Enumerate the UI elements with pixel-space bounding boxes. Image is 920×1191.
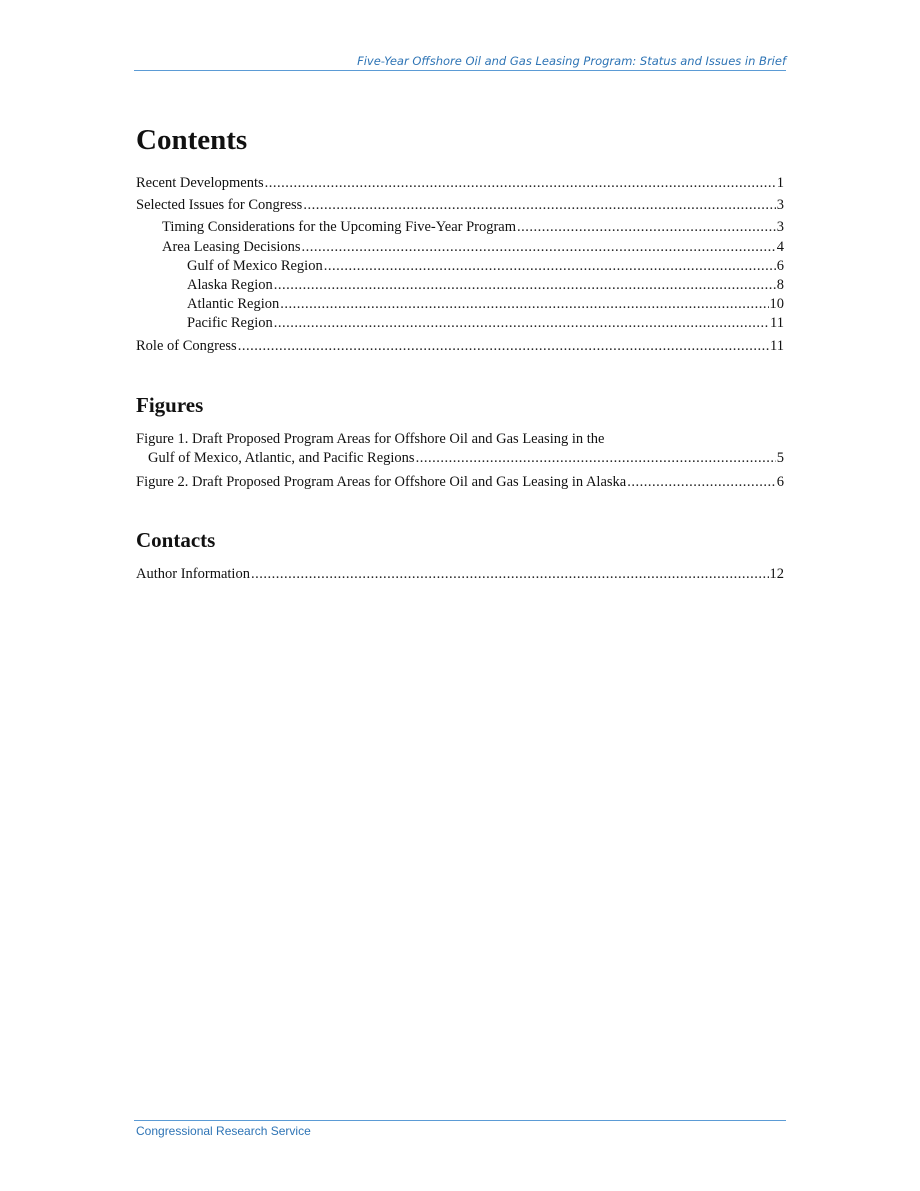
- toc-entry[interactable]: [136, 566, 784, 588]
- contents-heading: Contents: [136, 124, 248, 156]
- page-footer: [134, 1120, 786, 1138]
- toc-entry-label: Figure 2. Draft Proposed Program Areas for Offshore Oil and Gas Leasing in Alaska: [136, 474, 627, 490]
- toc-entry-page: 10: [769, 296, 784, 312]
- dot-leader: [251, 566, 769, 583]
- toc-entry[interactable]: [136, 175, 784, 197]
- page-header: [134, 54, 786, 71]
- contacts-toc: [136, 566, 784, 588]
- figures-heading: Figures: [136, 393, 204, 417]
- toc-entry-label: Figure 1. Draft Proposed Program Areas for Offshore Oil and Gas Leasing in the: [136, 431, 605, 447]
- toc-entry[interactable]: [136, 258, 784, 277]
- toc-entry-label: Alaska Region: [187, 277, 273, 293]
- toc-entry-page: 8: [776, 277, 784, 293]
- toc-entry[interactable]: [136, 239, 784, 258]
- toc-entry-label: Timing Considerations for the Upcoming Five-Year Program: [162, 219, 517, 235]
- toc-entry[interactable]: [136, 431, 784, 474]
- toc-entry[interactable]: [136, 315, 784, 338]
- toc-entry-label: Gulf of Mexico Region: [187, 258, 323, 274]
- toc-entry-label: Recent Developments: [136, 175, 264, 191]
- toc-entry[interactable]: [136, 197, 784, 219]
- dot-leader: [280, 296, 768, 313]
- header-title: Five-Year Offshore Oil and Gas Leasing Program: Status and Issues in Brief: [357, 54, 786, 68]
- dot-leader: [303, 197, 775, 214]
- dot-leader: [238, 338, 769, 355]
- toc-entry-page: 1: [776, 175, 784, 191]
- footer-text: Congressional Research Service: [136, 1124, 311, 1138]
- dot-leader: [274, 315, 769, 332]
- toc-entry-page: 6: [776, 258, 784, 274]
- toc-entry[interactable]: [136, 296, 784, 315]
- dot-leader: [416, 450, 776, 467]
- dot-leader: [324, 258, 776, 275]
- dot-leader: [265, 175, 776, 192]
- toc-entry[interactable]: [136, 338, 784, 360]
- contacts-heading: Contacts: [136, 528, 216, 552]
- toc-entry-label: Gulf of Mexico, Atlantic, and Pacific Regions: [148, 450, 415, 466]
- toc-entry-page: 11: [770, 315, 784, 331]
- toc-entry-label: Area Leasing Decisions: [162, 239, 301, 255]
- toc-entry-page: 3: [776, 219, 784, 235]
- toc-entry[interactable]: [136, 219, 784, 239]
- toc-entry-page: 6: [776, 474, 784, 490]
- toc-entry-label: Author Information: [136, 566, 250, 582]
- dot-leader: [302, 239, 776, 256]
- toc-entry[interactable]: [136, 474, 784, 496]
- toc-entry-page: 11: [770, 338, 784, 354]
- toc-entry-page: 4: [776, 239, 784, 255]
- toc-entry[interactable]: [136, 277, 784, 296]
- toc-entry-page: 12: [769, 566, 784, 582]
- toc-entry-page: 3: [776, 197, 784, 213]
- toc-entry-label: Pacific Region: [187, 315, 273, 331]
- toc-entry-label: Selected Issues for Congress: [136, 197, 303, 213]
- dot-leader: [274, 277, 776, 294]
- toc-entry-label: Atlantic Region: [187, 296, 280, 312]
- dot-leader: [627, 474, 776, 491]
- toc-entry-label: Role of Congress: [136, 338, 237, 354]
- figures-toc: [136, 431, 784, 496]
- dot-leader: [517, 219, 776, 236]
- contents-toc: [136, 175, 784, 360]
- toc-entry-page: 5: [776, 450, 784, 466]
- toc-entry-continuation: [136, 450, 784, 472]
